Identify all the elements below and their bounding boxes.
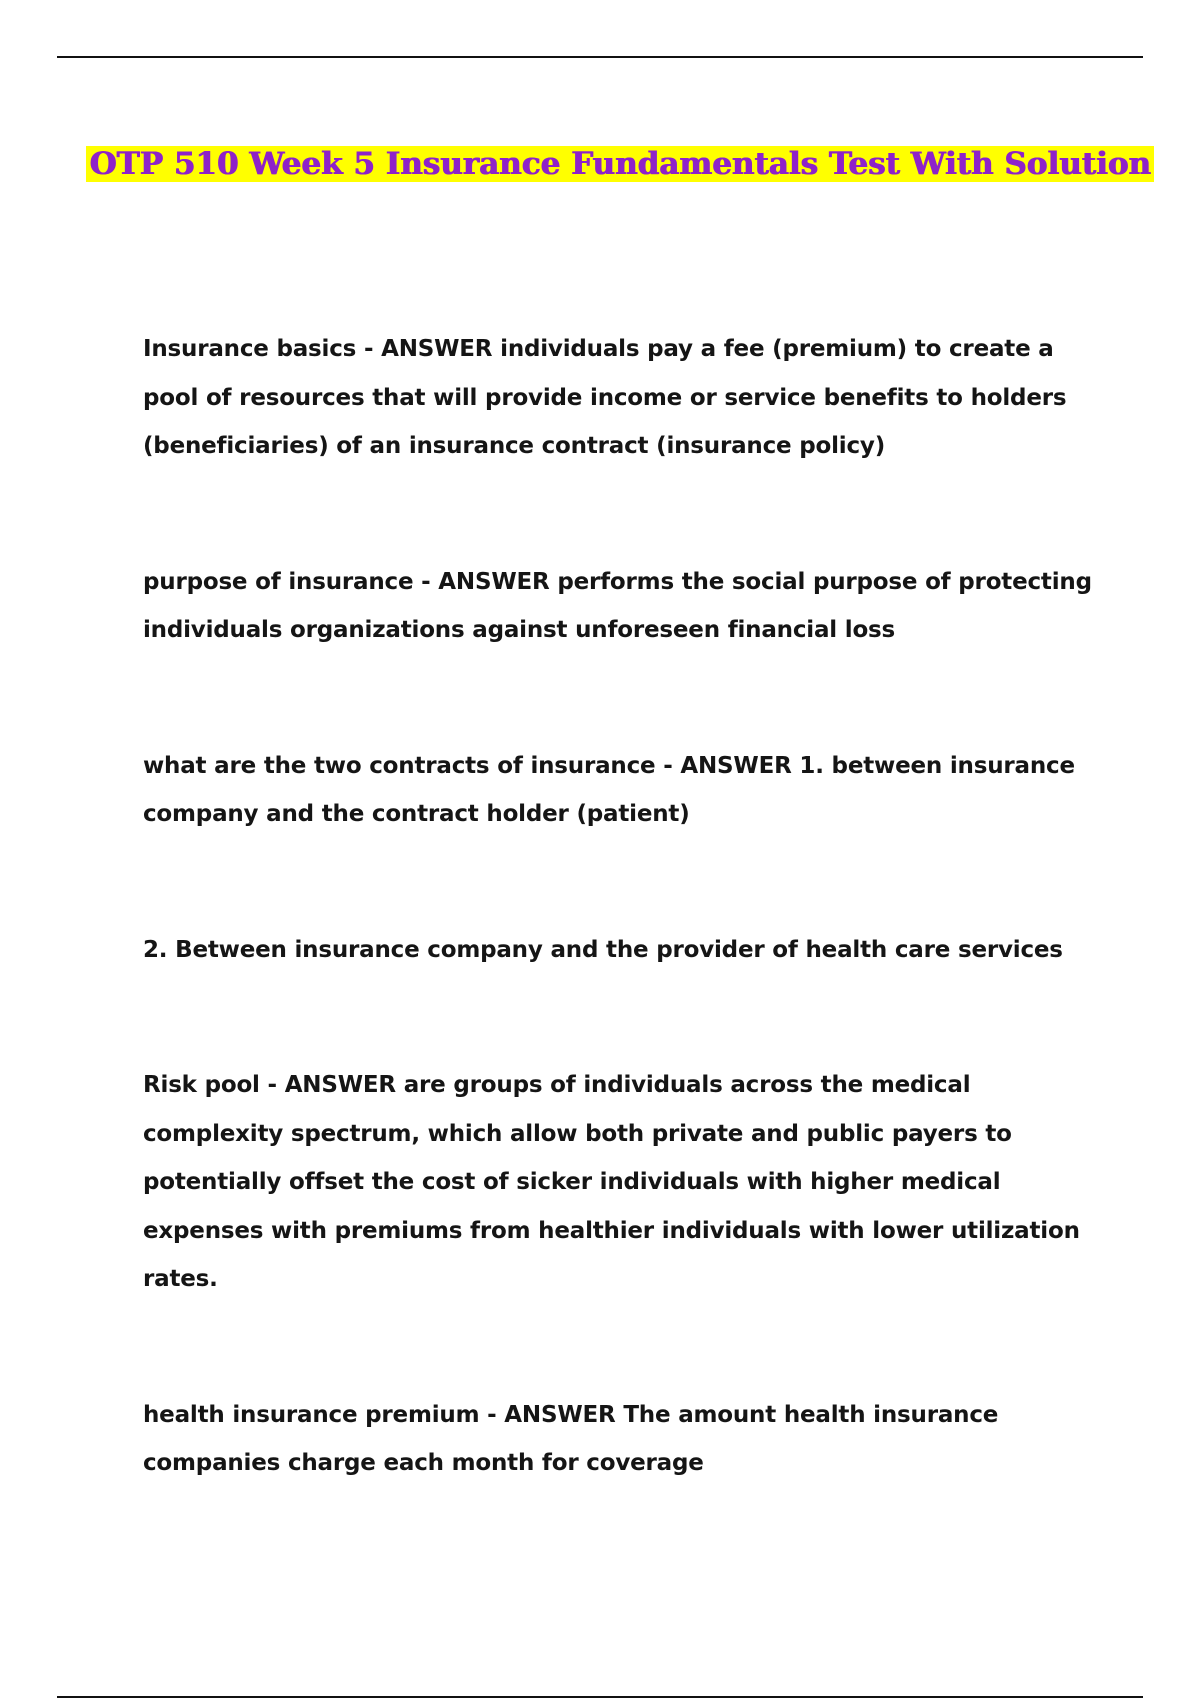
qa-second-contract: 2. Between insurance company and the provider of health care services [143, 936, 1063, 963]
qa-risk-pool: Risk pool - ANSWER are groups of individuals across the medical complexity spectrum, which allow both private and public payers to potentially offset the cost of sicker individuals with higher medical expenses with premiums from healthier individuals with lower utilization rates. [143, 1072, 1080, 1292]
qa-two-contracts: what are the two contracts of insurance - ANSWER 1. between insurance company and the contract holder (patient) [143, 752, 1075, 827]
qa-purpose-of-insurance: purpose of insurance - ANSWER performs the social purpose of protecting individuals organizations against unforeseen financial loss [143, 568, 1092, 643]
title-block [0, 140, 1200, 188]
title-highlight: OTP 510 Week 5 Insurance Fundamentals Test With Solution [86, 146, 1153, 182]
bottom-rule [57, 1696, 1143, 1698]
top-rule [57, 56, 1143, 58]
qa-list [143, 325, 1093, 1488]
document-title [0, 140, 1200, 188]
qa-insurance-basics: Insurance basics - ANSWER individuals pay a fee (premium) to create a pool of resources that will provide income or service benefits to holders (beneficiaries) of an insurance contract (insurance policy) [143, 336, 1067, 459]
qa-health-insurance-premium: health insurance premium - ANSWER The amount health insurance companies charge each month for coverage [143, 1401, 999, 1476]
